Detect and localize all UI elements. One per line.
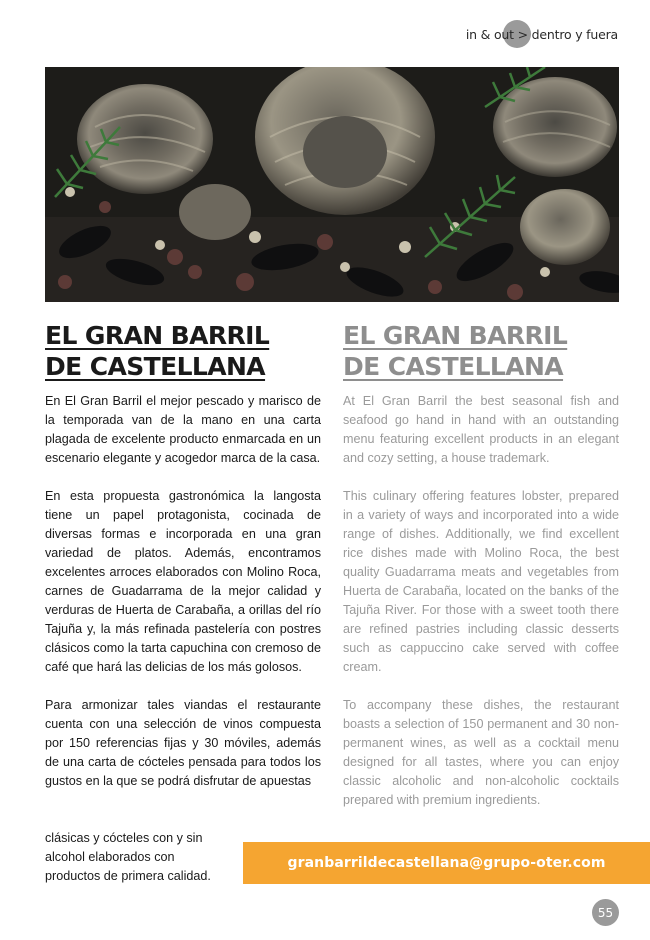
hero-image (45, 67, 619, 302)
spanish-paragraph: Para armonizar tales viandas el restaurante cuenta con una selección de vinos compuesta por 150 referencias fijas y 30 móviles, además de una carta de cócteles pensada para todos los gustos en la que se podrá disfrutar de apuestas (45, 698, 321, 788)
english-title-line2: DE CASTELLANA (343, 352, 564, 381)
english-title (343, 320, 567, 382)
spanish-title-line1: EL GRAN BARRIL (45, 321, 270, 350)
page-number-badge: 55 (592, 899, 619, 926)
section-header (466, 20, 618, 48)
english-paragraph: This culinary offering features lobster, prepared in a variety of ways and incorporated into a wide range of dishes. Additionally, we find excellent rice dishes made with Molino Roca, the best quality Guadarrama meats and vegetables from Huerta de Carabaña, located on the banks of the Tajuña River. For those with a sweet tooth there are refined pastries including classic desserts such as cappuccino cake served with coffee cream. (343, 489, 619, 674)
spanish-title-line2: DE CASTELLANA (45, 352, 266, 381)
spanish-title (45, 320, 269, 382)
spanish-body (45, 392, 321, 810)
english-paragraph: To accompany these dishes, the restaurant boasts a selection of 150 permanent and 30 non-permanent wines, as well as a cocktail menu designed for all tastes, where you can enjoy classic alcoholic and non-alcoholic cocktails prepared with premium ingredients. (343, 698, 619, 807)
english-title-line1: EL GRAN BARRIL (343, 321, 568, 350)
contact-banner (243, 842, 650, 884)
spanish-paragraph: En El Gran Barril el mejor pescado y marisco de la temporada van de la mano en una carta plagada de excelente producto enmarcada en un escenario elegante y acogedor marca de la casa. (45, 394, 321, 465)
section-label: in & out > dentro y fuera (465, 26, 618, 42)
english-body (343, 392, 619, 829)
english-paragraph: At El Gran Barril the best seasonal fish and seafood go hand in hand with an outstanding menu featuring excellent products in an elegant and cozy setting, a house trademark. (343, 394, 619, 465)
oysters-photo (45, 67, 619, 302)
contact-email-link[interactable]: granbarrildecastellana@grupo-oter.com (287, 855, 606, 871)
spanish-paragraph: En esta propuesta gastronómica la langosta tiene un papel protagonista, cocinada de diversas formas e incorporada en una gran variedad de platos. Además, encontramos excelentes arroces elaborados con Molino Roca, carnes de Guadarrama de la mejor calidad y verduras de Huerta de Carabaña, a orillas del río Tajuña y, la más refinada pastelería con postres clásicos como la tarta capuchina con cremoso de café que hará las delicias de los más golosos. (45, 489, 321, 674)
spanish-paragraph-tail: clásicas y cócteles con y sin alcohol elaborados con productos de primera calidad. (45, 831, 211, 883)
